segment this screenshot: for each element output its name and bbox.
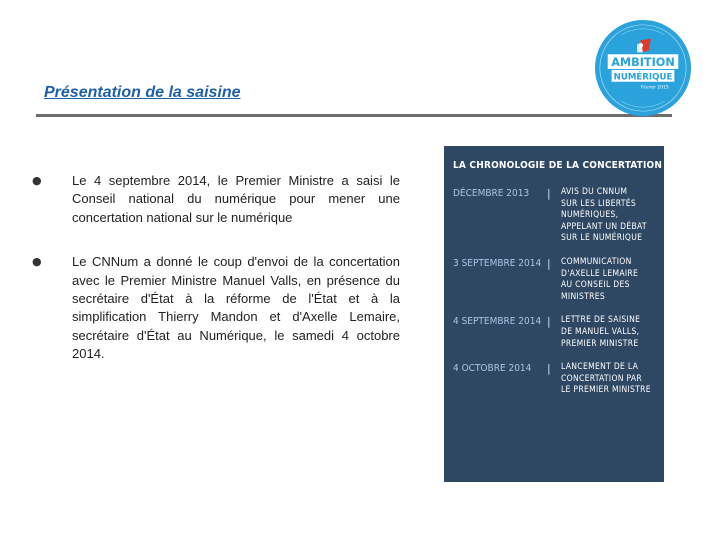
svg-text:AMBITION: AMBITION (611, 56, 675, 70)
svg-text:Février 2015: Février 2015 (640, 85, 669, 91)
timeline-entry (453, 187, 654, 245)
timeline-date: 4 OCTOBRE 2014 (453, 363, 532, 375)
bullet-text: Le 4 septembre 2014, le Premier Ministre a saisi le Conseil national du numérique pour mener une concertation national sur le numérique (72, 173, 400, 225)
timeline-date: DÉCEMBRE 2013 (453, 188, 530, 199)
timeline-title: LA CHRONOLOGIE DE LA CONCERTATION (453, 160, 663, 171)
timeline-entry (453, 257, 654, 303)
bullet-list (28, 172, 400, 364)
timeline-separator: | (547, 315, 551, 329)
bullet-item (28, 253, 400, 363)
bullet-item (28, 172, 400, 227)
timeline-description: LETTRE DE SAISINE DE MANUEL VALLS, PREMIER MINISTRE (561, 315, 641, 349)
bullet-icon: ● (32, 255, 42, 269)
slide-title: Présentation de la saisine (44, 84, 241, 101)
timeline-separator: | (547, 362, 551, 376)
timeline-date: 3 SEPTEMBRE 2014 (453, 257, 542, 269)
timeline-date: 4 SEPTEMBRE 2014 (453, 316, 542, 328)
timeline-description: LANCEMENT DE LA CONCERTATION PAR LE PREMIER MINISTRE (561, 362, 651, 396)
timeline-separator: | (547, 256, 551, 270)
svg-text:NUMÉRIQUE: NUMÉRIQUE (613, 72, 673, 83)
timeline-description: COMMUNICATION D'AXELLE LEMAIRE AU CONSEIL DES MINISTRES (561, 256, 639, 302)
timeline-panel (444, 146, 664, 482)
ambition-numerique-logo (594, 19, 692, 117)
timeline-entry (453, 362, 654, 397)
bullet-text: Le CNNum a donné le coup d'envoi de la concertation avec le Premier Ministre Manuel Valls, en présence du secrétaire d'État à la réforme de l'État et à la simplification Thierry Mandon et d'Axelle Lemaire, secrétaire d'État au Numérique, le samedi 4 octobre 2014. (72, 254, 400, 362)
timeline-entry (453, 315, 654, 350)
timeline-separator: | (547, 187, 551, 200)
timeline-description: AVIS DU CNNUM SUR LES LIBERTÉS NUMÉRIQUES, APPELANT UN DÉBAT SUR LE NUMÉRIQUE (561, 187, 647, 244)
bullet-icon: ● (32, 174, 42, 187)
title-divider (36, 114, 672, 117)
